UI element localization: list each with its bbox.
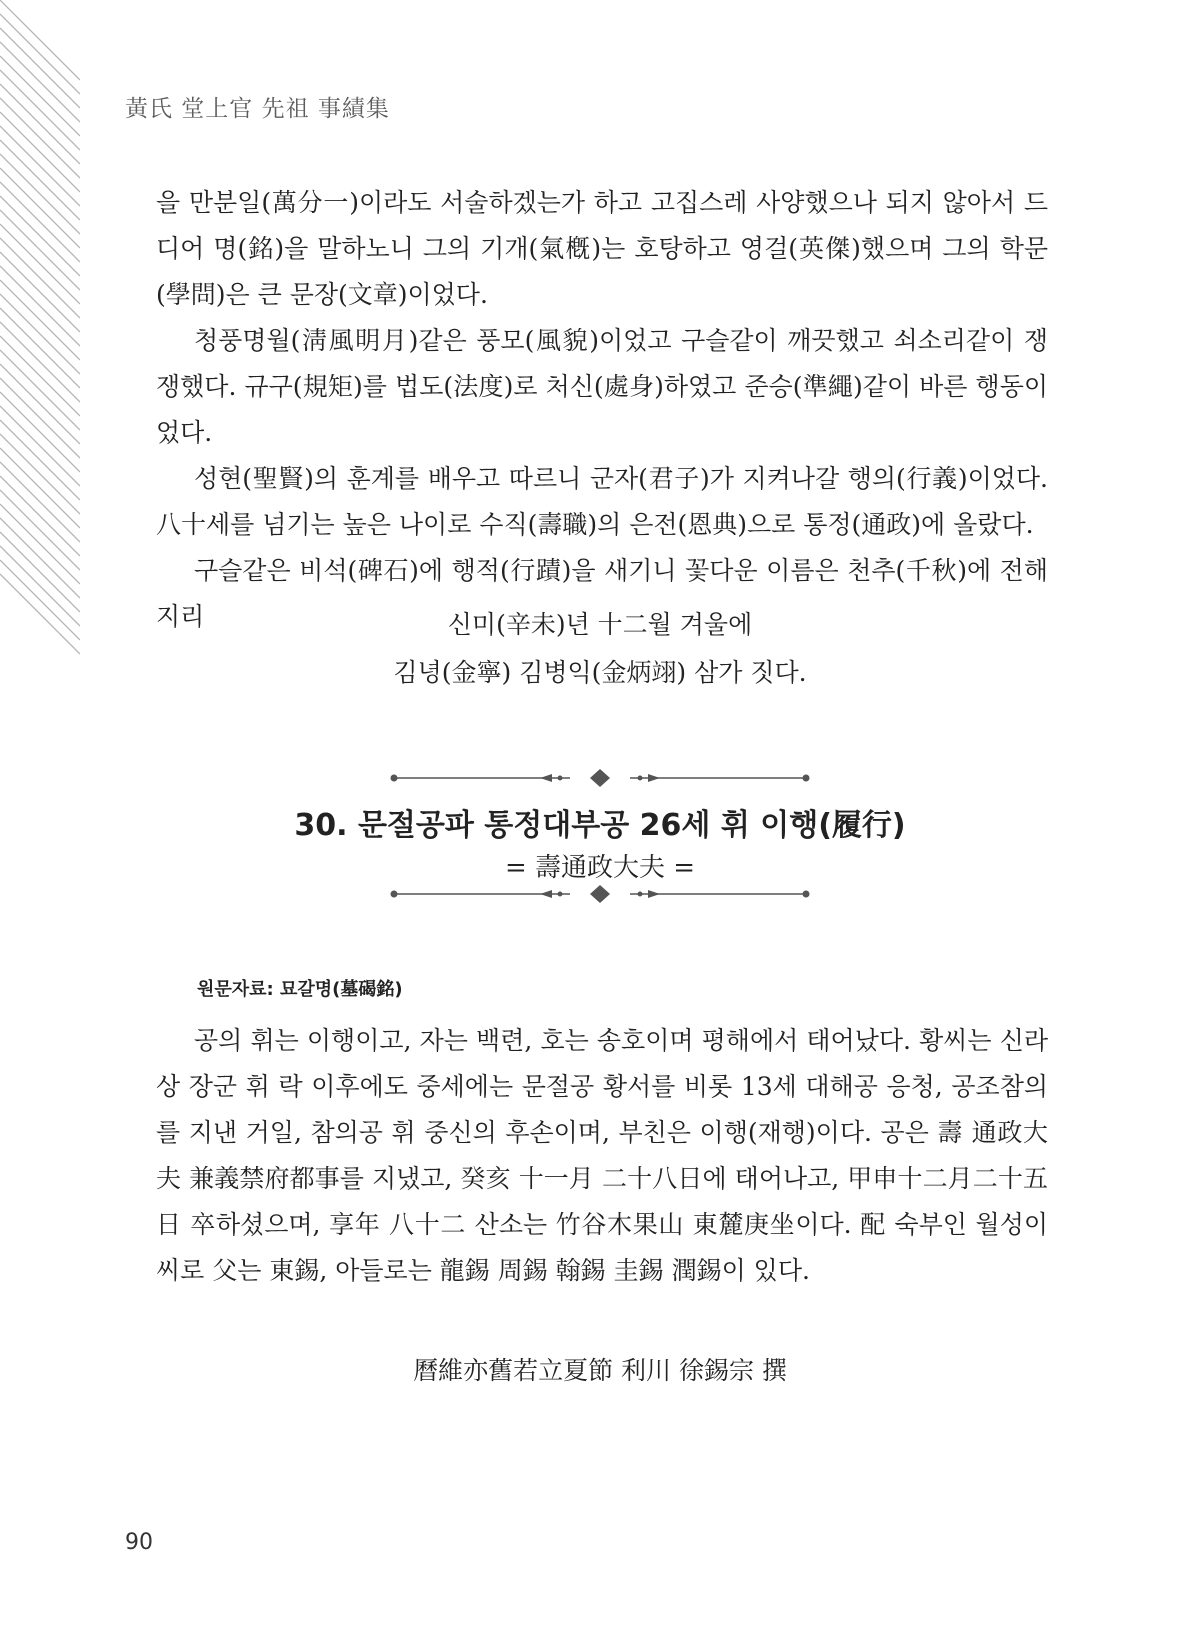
section-title: 30. 문절공파 통정대부공 26세 휘 이행(履行): [294, 808, 906, 843]
signature-line: 신미(辛未)년 十二월 겨울에: [447, 610, 753, 639]
source-label: 원문자료: 묘갈명(墓碣銘): [197, 979, 403, 1000]
signature-line: 김녕(金寧) 김병익(金炳翊) 삼가 짓다.: [393, 658, 807, 687]
author-signature: 曆維亦舊若立夏節 利川 徐錫宗 撰: [413, 1356, 787, 1385]
ornament-divider: [390, 884, 810, 904]
bottom-text-block: [156, 1018, 1048, 1294]
paragraph: 성현(聖賢)의 훈계를 배우고 따르니 군자(君子)가 지켜나갈 행의(行義)이었다. 八十세를 넘기는 높은 나이로 수직(壽職)의 은전(恩典)으로 통정(通政)에 올랐다.: [156, 464, 1048, 539]
page-number: 90: [125, 1530, 153, 1555]
top-text-block: [156, 180, 1048, 640]
paragraph: 구슬같은 비석(碑石)에 행적(行蹟)을 새기니 꽃다운 이름은 천추(千秋)에 전해지리: [156, 556, 1048, 631]
section-subtitle: = 壽通政大夫 =: [504, 853, 696, 883]
ornament-divider: [390, 768, 810, 788]
paragraph: 청풍명월(淸風明月)같은 풍모(風貌)이었고 구슬같이 깨끗했고 쇠소리같이 쟁쟁했다. 규구(規矩)를 법도(法度)로 처신(處身)하였고 준승(準繩)같이 바른 행동이었다.: [156, 326, 1048, 447]
running-header: 黃氏 堂上官 先祖 事績集: [125, 96, 390, 122]
corner-stripes-decoration: [0, 0, 80, 660]
paragraph: 을 만분일(萬分一)이라도 서술하겠는가 하고 고집스레 사양했으나 되지 않아서 드디어 명(銘)을 말하노니 그의 기개(氣槪)는 호탕하고 영걸(英傑)했으며 그의 학문(學問)은 큰 문장(文章)이었다.: [156, 188, 1048, 309]
paragraph: 공의 휘는 이행이고, 자는 백련, 호는 송호이며 평해에서 태어났다. 황씨는 신라상 장군 휘 락 이후에도 중세에는 문절공 황서를 비롯 13세 대해공 응청, 공조참의를 지낸 거일, 참의공 휘 중신의 후손이며, 부친은 이행(재행)이다. 공은 壽 通政大夫 兼義禁府都事를 지냈고, 癸亥 十一月 二十八日에 태어나고, 甲申十二月二十五日 卒하셨으며, 享年 八十二 산소는 竹谷木果山 東麓庚坐이다. 配 숙부인 월성이씨로 父는 東錫, 아들로는 龍錫 周錫 翰錫 圭錫 潤錫이 있다.: [156, 1026, 1048, 1285]
